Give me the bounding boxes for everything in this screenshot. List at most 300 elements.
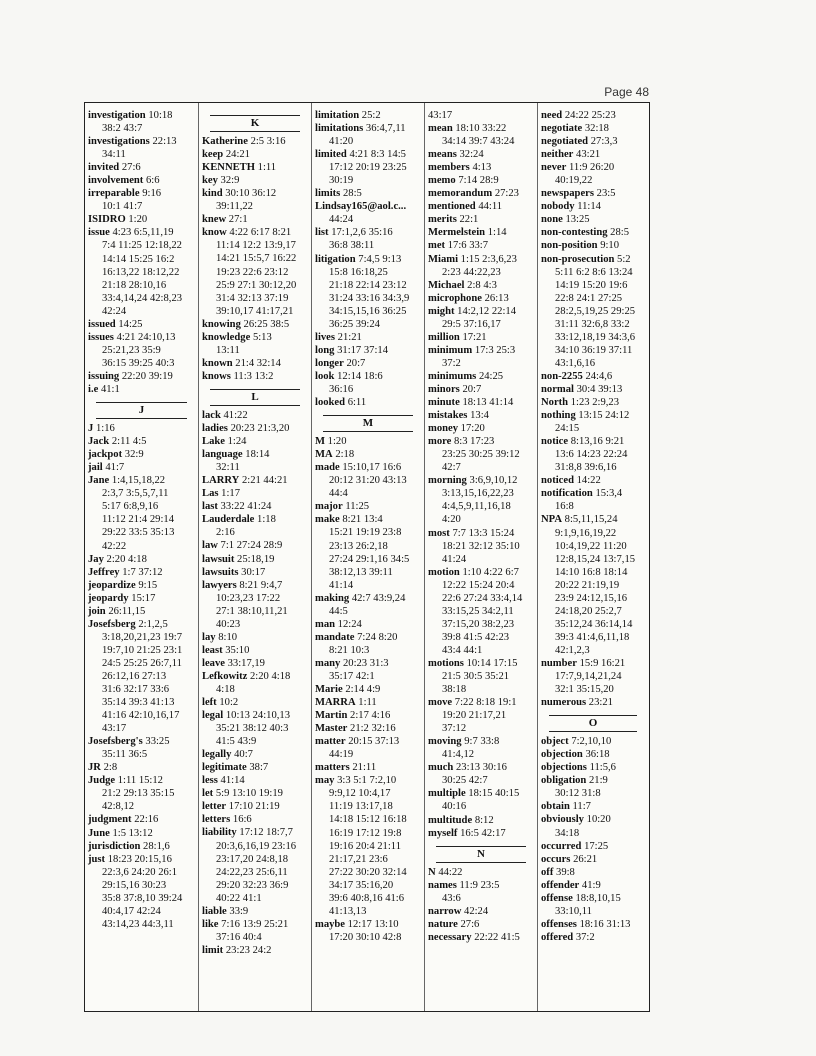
page-line-refs: 8:10 [218, 631, 238, 643]
page-line-refs-continued: 15:8 16:18,25 [329, 266, 388, 278]
page-line-refs: 18:13 41:14 [462, 397, 514, 409]
page-line-refs: 7:1 27:24 28:9 [220, 540, 283, 552]
page-line-refs-continued: 10:1 41:7 [102, 201, 143, 213]
index-entry [428, 161, 534, 174]
page-line-refs-continued: 11:14 12:2 13:9,17 [216, 240, 296, 252]
page-line-refs: 44:11 [478, 201, 503, 213]
page-line-refs-continued: 42:7 [442, 462, 461, 474]
index-term: non-2255 [541, 370, 583, 382]
index-term: limit [202, 944, 224, 956]
index-entry [315, 918, 421, 944]
page-line-refs-continued: 2:23 44:22,23 [442, 266, 501, 278]
page-line-refs-continued: 9:9,12 10:4,17 [329, 788, 391, 800]
index-entry [428, 657, 534, 696]
page-line-refs: 11:7 [572, 801, 591, 813]
index-entry [202, 435, 308, 448]
page-line-refs: 28:1,6 [143, 840, 170, 852]
index-entry [202, 500, 308, 513]
page-line-refs-continued: 12:22 15:24 20:4 [442, 579, 515, 591]
page-line-refs-continued: 20:22 21:19,19 [555, 579, 620, 591]
index-entry [428, 879, 534, 905]
page-line-refs: 18:14 [245, 449, 270, 461]
page-line-refs: 8:3 17:23 [454, 436, 495, 448]
index-term: like [202, 918, 219, 930]
page-line-refs: 1:24 [227, 436, 247, 448]
page-line-refs-continued: 21:17,21 23:6 [329, 853, 388, 865]
index-entry [541, 840, 645, 853]
index-term: long [315, 344, 335, 356]
page-line-refs-continued: 39:3 41:4,6,11,18 [555, 631, 630, 643]
index-column-1 [85, 103, 198, 1011]
index-entry [428, 474, 534, 526]
page-line-refs: 1:11 [257, 162, 277, 174]
index-entry [202, 761, 308, 774]
page-line-refs-continued: 35:11 36:5 [102, 749, 148, 761]
page-line-refs: 27:3,3 [590, 136, 618, 148]
index-entry [202, 474, 308, 487]
page-line-refs: 17:3 25:3 [474, 344, 516, 356]
index-entry [541, 487, 645, 513]
index-entry [202, 187, 308, 213]
page-line-refs: 11:25 [345, 501, 370, 513]
page-line-refs: 26:13 [484, 292, 509, 304]
index-entry [315, 618, 421, 631]
letter-heading: N [436, 846, 526, 863]
index-term: language [202, 449, 243, 461]
index-term: object [541, 736, 569, 748]
page-line-refs: 25:18,19 [237, 553, 275, 565]
index-entry [541, 918, 645, 931]
page-line-refs: 24:25 [478, 370, 504, 382]
index-entry [541, 435, 645, 474]
page-line-refs-continued: 31:8,8 39:6,16 [555, 462, 617, 474]
index-term: legal [202, 710, 224, 722]
index-term: keep [202, 149, 224, 161]
page-line-refs: 2:20 4:18 [249, 670, 291, 682]
index-entry [541, 253, 645, 370]
letter-heading: L [210, 389, 300, 406]
index-term: noticed [541, 475, 574, 487]
page-line-refs-continued: 2:3,7 3:5,5,7,11 [102, 488, 169, 500]
index-entry [315, 148, 421, 187]
page-line-refs: 23:13 30:16 [455, 762, 507, 774]
page-line-refs: 2:8 4:3 [467, 279, 497, 291]
index-term: knowledge [202, 331, 251, 343]
page-line-refs: 1:14 [487, 227, 507, 239]
page-line-refs-continued: 5:17 6:8,9,16 [102, 501, 159, 513]
index-term: jail [88, 462, 103, 474]
index-term: lives [315, 331, 336, 343]
index-entry [541, 396, 645, 409]
index-term: investigations [88, 136, 150, 148]
index-entry [541, 370, 645, 383]
index-term: knows [202, 370, 231, 382]
page-line-refs: 32:9 [220, 175, 240, 187]
index-entry [541, 800, 645, 813]
index-entry [202, 513, 308, 539]
index-entry [315, 709, 421, 722]
index-term: objection [541, 749, 583, 761]
index-entry [428, 213, 534, 226]
page-line-refs-continued: 16:8 [555, 501, 574, 513]
index-entry [541, 761, 645, 774]
index-entry [315, 722, 421, 735]
page-line-refs: 13:15 24:12 [578, 410, 630, 422]
index-term: much [428, 762, 454, 774]
index-term: money [428, 423, 459, 435]
page-line-refs-continued: 2:16 [216, 527, 235, 539]
index-term: list [315, 227, 329, 239]
index-term: issuing [88, 370, 120, 382]
index-entry [541, 813, 645, 839]
index-term: making [315, 592, 350, 604]
page-line-refs: 4:13 [472, 162, 492, 174]
index-entry [428, 827, 534, 840]
index-term: motions [428, 657, 464, 669]
index-entry [202, 696, 308, 709]
page-line-refs: 25:2 [361, 110, 381, 121]
index-entry [315, 331, 421, 344]
index-term: million [428, 331, 460, 343]
index-term: memorandum [428, 188, 493, 200]
index-term: mistakes [428, 410, 468, 422]
index-term: MA [315, 449, 333, 461]
index-term: North [541, 397, 569, 409]
index-term: JR [88, 762, 101, 774]
page-line-refs: 10:13 24:10,13 [225, 710, 290, 722]
index-entry [88, 840, 195, 853]
page-line-refs: 43:21 [576, 149, 601, 161]
page-line-refs: 1:10 4:22 6:7 [462, 566, 519, 578]
index-term: non-position [541, 240, 598, 252]
page-line-refs-continued: 17:12 20:19 23:25 [329, 162, 407, 174]
index-entry [541, 696, 645, 709]
page-line-refs: 22:20 39:19 [121, 370, 173, 382]
index-entry [202, 944, 308, 957]
page-line-refs: 27:1 [228, 214, 248, 226]
page-line-refs-continued: 31:24 33:16 34:3,9 [329, 292, 410, 304]
index-term: issue [88, 227, 110, 239]
index-entry [428, 383, 534, 396]
index-entry [541, 161, 645, 187]
page-line-refs: 15:10,17 16:6 [342, 462, 402, 474]
index-term: know [202, 227, 227, 239]
index-entry [315, 253, 421, 331]
index-entry [428, 174, 534, 187]
page-line-refs-continued: 25:9 27:1 30:12,20 [216, 279, 297, 291]
page-line-refs: 1:11 15:12 [117, 775, 163, 787]
index-term: Jay [88, 553, 104, 565]
index-entry [88, 187, 195, 213]
page-line-refs: 27:6 [460, 918, 480, 930]
index-term: involvement [88, 175, 144, 187]
index-term: issues [88, 331, 114, 343]
page-line-refs-continued: 21:5 30:5 35:21 [442, 671, 510, 683]
page-line-refs-continued: 22:8 24:1 27:25 [555, 292, 623, 304]
index-term: limitations [315, 123, 364, 135]
page-line-refs: 1:15 2:3,6,23 [460, 253, 517, 265]
index-term: move [428, 697, 453, 709]
index-entry [202, 553, 308, 566]
page-line-refs: 11:14 [577, 201, 601, 213]
page-line-refs: 9:10 [600, 240, 620, 252]
page-line-refs: 8:13,16 9:21 [570, 436, 625, 448]
page-line-refs-continued: 14:10 16:8 18:14 [555, 566, 628, 578]
page-line-refs-continued: 32:1 35:15,20 [555, 684, 614, 696]
page-line-refs-continued: 39:11,22 [216, 201, 253, 213]
page-line-refs: 6:11 [347, 397, 367, 409]
page-line-refs-continued: 19:16 20:4 21:11 [329, 840, 401, 852]
index-entry [202, 774, 308, 787]
page-line-refs-continued: 34:17 35:16,20 [329, 879, 394, 891]
page-line-refs-continued: 29:20 32:23 36:9 [216, 879, 289, 891]
index-term: microphone [428, 292, 482, 304]
page-line-refs: 22:13 [152, 136, 177, 148]
page-line-refs: 2:8 [103, 762, 118, 774]
page-line-refs: 7:2,10,10 [571, 736, 612, 748]
page-line-refs-continued: 38:12,13 39:11 [329, 566, 393, 578]
index-entry [88, 579, 195, 592]
page-line-refs-continued: 33:10,11 [555, 905, 592, 917]
index-entry [88, 735, 195, 761]
index-entry [315, 344, 421, 357]
index-term: man [315, 618, 336, 630]
page-line-refs-continued: 13:6 14:23 22:24 [555, 449, 628, 461]
page-line-refs: 28:5 [610, 227, 630, 239]
index-term: legitimate [202, 762, 247, 774]
page-line-refs-continued: 43:14,23 44:3,11 [102, 918, 174, 930]
index-entry [428, 527, 534, 566]
index-entry [202, 670, 308, 696]
page-line-refs: 27:23 [494, 188, 519, 200]
index-term: mentioned [428, 201, 476, 213]
index-term: jeopardize [88, 579, 136, 591]
index-term: join [88, 605, 106, 617]
index-term: non-prosecution [541, 253, 615, 265]
page-line-refs-continued: 23:9 24:12,15,16 [555, 592, 628, 604]
index-term: members [428, 162, 470, 174]
index-term: leave [202, 657, 225, 669]
page-line-refs: 42:24 [464, 905, 489, 917]
page-line-refs: 24:22 25:23 [564, 110, 616, 121]
page-line-refs-continued: 26:12,16 27:13 [102, 670, 167, 682]
index-entry [428, 109, 534, 122]
page-line-refs-continued: 16:13,22 18:12,22 [102, 266, 180, 278]
page-line-refs-continued: 43:1,6,16 [555, 357, 596, 369]
index-term: Jane [88, 475, 110, 487]
page-line-refs: 39:8 [556, 866, 575, 878]
index-term: NPA [541, 514, 562, 526]
page-line-refs-continued: 34:14 39:7 43:24 [442, 136, 515, 148]
page-line-refs: 38:7 [249, 762, 269, 774]
page-line-refs: 8:21 13:4 [342, 514, 383, 526]
index-term: Michael [428, 279, 465, 291]
page-line-refs: 36:4,7,11 [365, 123, 406, 135]
index-term: Martin [315, 710, 348, 722]
page-line-refs: 17:1,2,6 35:16 [331, 227, 393, 239]
page-line-refs: 37:2 [575, 931, 595, 943]
page-line-refs: 44:22 [438, 866, 463, 878]
index-entry [202, 709, 308, 748]
index-term: letters [202, 814, 231, 826]
index-entry [428, 931, 534, 944]
index-entry [315, 396, 421, 409]
page-line-refs-continued: 3:13,15,16,22,23 [442, 488, 514, 500]
page-line-refs: 30:4 39:13 [576, 383, 623, 395]
page-line-refs: 11:9 26:20 [568, 162, 615, 174]
page-line-refs: 20:15 37:13 [348, 736, 400, 748]
page-line-refs: 21:4 32:14 [235, 357, 281, 369]
index-entry [202, 148, 308, 161]
index-entry [202, 800, 308, 813]
index-entry [541, 892, 645, 918]
index-entry [202, 566, 308, 579]
page-line-refs: 18:15 40:15 [468, 788, 520, 800]
index-term: minors [428, 383, 460, 395]
page-line-refs: 4:23 6:5,11,19 [112, 227, 174, 239]
index-term: need [541, 110, 563, 121]
index-term: notification [541, 488, 593, 500]
index-term: major [315, 501, 343, 513]
index-entry [315, 683, 421, 696]
page-line-refs-continued: 17:7,9,14,21,24 [555, 671, 622, 683]
index-entry [541, 735, 645, 748]
index-term: make [315, 514, 340, 526]
index-term: nature [428, 918, 458, 930]
page-line-refs: 13:4 [470, 410, 489, 422]
index-entry [202, 226, 308, 317]
index-entry [88, 592, 195, 605]
page-line-refs: 2:17 4:16 [350, 710, 391, 722]
page-line-refs-continued: 40:19,22 [555, 175, 593, 187]
index-term: issued [88, 318, 116, 330]
page-line-refs-continued: 7:4 11:25 12:18,22 [102, 240, 182, 252]
index-term: lawsuit [202, 553, 235, 565]
index-entry [202, 318, 308, 331]
index-entry [202, 422, 308, 435]
page-line-refs: 41:22 [223, 409, 248, 421]
index-term: morning [428, 475, 467, 487]
letter-heading: K [210, 115, 300, 132]
index-term: let [202, 788, 214, 800]
index-entry [541, 122, 645, 135]
page-line-refs: 26:11,15 [108, 605, 146, 617]
index-entry [315, 187, 421, 200]
page-line-refs-continued: 34:18 [555, 827, 580, 839]
page-line-refs-continued: 41:20 [329, 136, 354, 148]
page-line-refs: 32:9 [124, 449, 144, 461]
page-line-refs: 7:16 13:9 25:21 [221, 918, 289, 930]
index-entry [315, 448, 421, 461]
page-line-refs: 7:14 28:9 [458, 175, 499, 187]
index-term: lack [202, 409, 221, 421]
page-line-refs: 17:12 18:7,7 [239, 827, 293, 839]
page-line-refs: 26:25 38:5 [243, 318, 290, 330]
page-line-refs: 12:17 13:10 [347, 918, 399, 930]
index-term: occurred [541, 840, 582, 852]
page-line-refs: 11:3 13:2 [233, 370, 274, 382]
index-term: minimum [428, 344, 473, 356]
page-line-refs: 16:6 [232, 814, 252, 826]
index-term: knew [202, 214, 227, 226]
page-line-refs: 15:9 16:21 [579, 657, 626, 669]
page-line-refs: 42:7 43:9,24 [351, 592, 406, 604]
index-entry [315, 357, 421, 370]
index-entry [88, 135, 195, 161]
page-line-refs-continued: 36:15 39:25 40:3 [102, 357, 175, 369]
page-line-refs-continued: 19:23 22:6 23:12 [216, 266, 289, 278]
page-line-refs-continued: 35:12,24 36:14,14 [555, 618, 633, 630]
index-term: more [428, 436, 452, 448]
index-term: liability [202, 827, 237, 839]
index-entry [428, 787, 534, 813]
page-line-refs-continued: 39:10,17 41:17,21 [216, 305, 294, 317]
letter-heading: M [323, 415, 413, 432]
index-entry [88, 383, 195, 396]
page-line-refs-continued: 38:2 43:7 [102, 123, 143, 135]
index-entry [428, 253, 534, 279]
page-line-refs: 1:7 37:12 [122, 566, 163, 578]
page-line-refs-continued: 22:3,6 24:20 26:1 [102, 866, 178, 878]
page-line-refs: 3:3 5:1 7:2,10 [337, 775, 397, 787]
index-term: normal [541, 383, 574, 395]
page-line-refs: 1:5 13:12 [112, 827, 153, 839]
page-line-refs-continued: 36:8 38:11 [329, 240, 375, 252]
index-term: means [428, 149, 457, 161]
index-term: many [315, 657, 341, 669]
page-line-refs-continued: 21:18 22:14 23:12 [329, 279, 407, 291]
page-line-refs: 20:23 31:3 [342, 657, 389, 669]
page-line-refs: 13:25 [565, 214, 590, 226]
page-line-refs-continued: 43:6 [442, 892, 461, 904]
page-line-refs: 43:17 [428, 110, 453, 121]
page-line-refs: 1:23 2:9,23 [570, 397, 619, 409]
index-entry [315, 513, 421, 591]
page-line-refs-continued: 10:4,19,22 11:20 [555, 540, 627, 552]
index-entry [541, 513, 645, 657]
index-entry [88, 853, 195, 931]
index-entry [541, 383, 645, 396]
page-line-refs: 24:4,6 [585, 370, 613, 382]
index-entry [315, 774, 421, 918]
index-term: ladies [202, 423, 228, 435]
index-entry [428, 239, 534, 252]
index-entry [541, 109, 645, 122]
page-line-refs-continued: 35:17 42:1 [329, 670, 375, 682]
page-line-refs-continued: 4:20 [442, 514, 461, 526]
page-line-refs-continued: 42:8,12 [102, 801, 135, 813]
index-term: judgment [88, 814, 132, 826]
index-entry [428, 305, 534, 331]
page-line-refs: 32:24 [459, 149, 484, 161]
index-term: matters [315, 762, 350, 774]
page-line-refs-continued: 21:2 29:13 35:15 [102, 788, 175, 800]
index-term: obligation [541, 775, 587, 787]
page-line-refs: 17:21 [462, 331, 487, 343]
index-entry [315, 200, 421, 226]
page-line-refs: 23:21 [588, 697, 613, 709]
index-entry [315, 500, 421, 513]
page-line-refs: 8:5,11,15,24 [564, 514, 618, 526]
index-entry [315, 592, 421, 618]
page-line-refs: 8:21 9:4,7 [239, 579, 283, 591]
page-line-refs-continued: 37:12 [442, 723, 467, 735]
index-entry [315, 109, 421, 122]
index-term: Lake [202, 436, 225, 448]
index-entry [541, 879, 645, 892]
index-entry [88, 331, 195, 370]
page-line-refs-continued: 4:4,5,9,11,16,18 [442, 501, 511, 513]
